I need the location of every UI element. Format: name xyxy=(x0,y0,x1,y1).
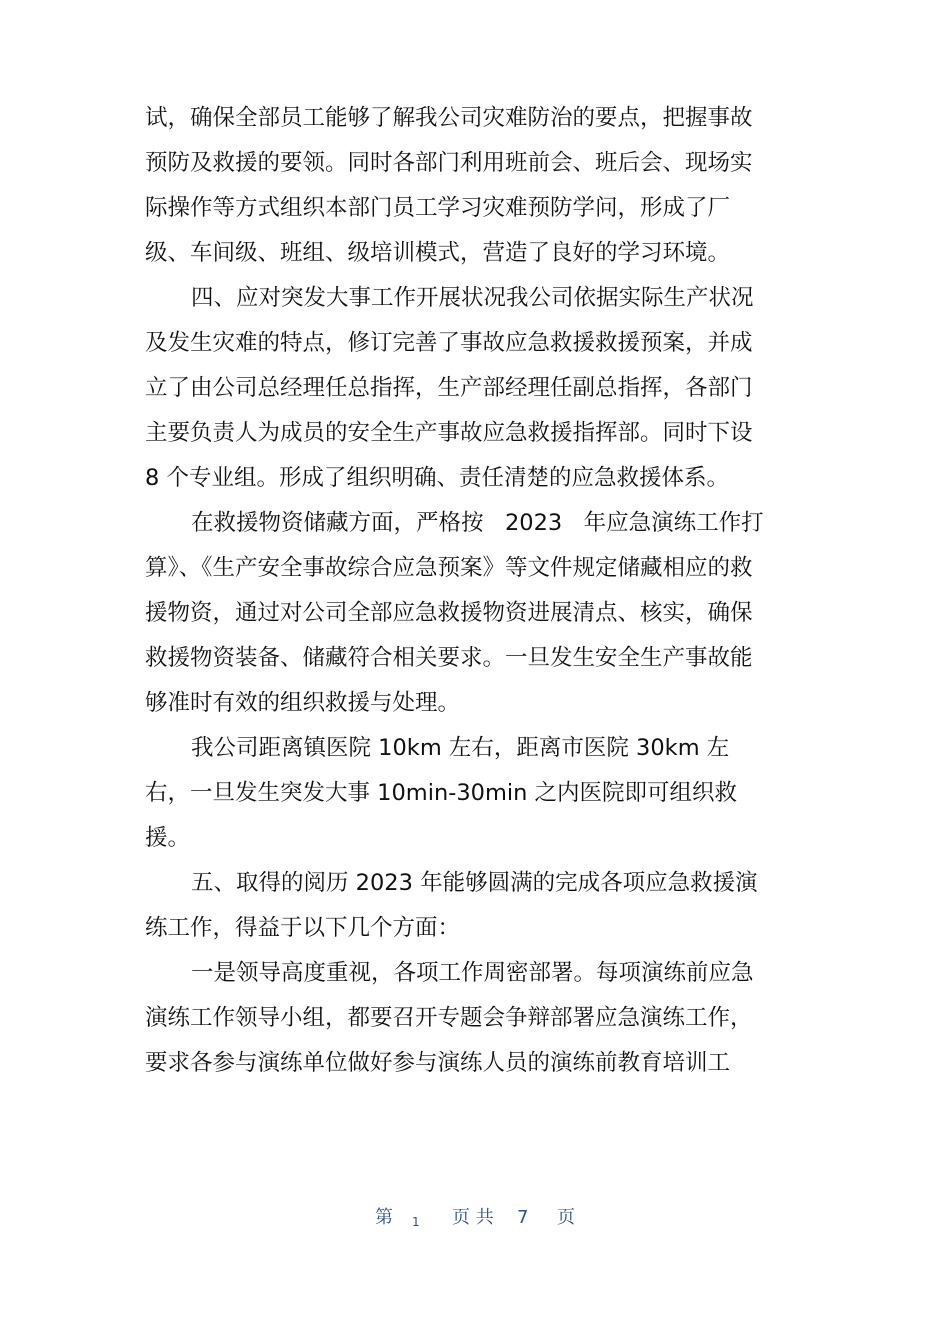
text-line: 援物资，通过对公司全部应急救援物资进展清点、核实，确保 xyxy=(145,600,753,626)
text-line: 够准时有效的组织救援与处理。 xyxy=(145,690,461,716)
text-line: 在救援物资储藏方面，严格按 2023 年应急演练工作打 xyxy=(191,510,764,536)
text-line: 际操作等方式组织本部门员工学习灾难预防学问，形成了厂 xyxy=(145,195,731,221)
text-line: 我公司距离镇医院 10km 左右，距离市医院 30km 左 xyxy=(191,735,730,761)
text-line: 级、车间级、班组、级培训模式，营造了良好的学习环境。 xyxy=(145,240,731,266)
footer-di: 第 xyxy=(375,1207,393,1228)
text-line: 救援物资装备、储藏符合相关要求。一旦发生安全生产事故能 xyxy=(145,645,753,671)
text-line: 五、取得的阅历 2023 年能够圆满的完成各项应急救援演 xyxy=(191,870,758,896)
text-line: 算》、《生产安全事故综合应急预案》等文件规定储藏相应的救 xyxy=(145,555,753,581)
text-line: 练工作，得益于以下几个方面： xyxy=(145,915,461,941)
text-line: 及发生灾难的特点，修订完善了事故应急救援救援预案，并成 xyxy=(145,330,753,356)
text-line: 右，一旦发生突发大事 10min-30min 之内医院即可组织救 xyxy=(145,780,738,806)
footer-ye: 页 xyxy=(557,1207,575,1228)
text-line: 预防及救援的要领。同时各部门利用班前会、班后会、现场实 xyxy=(145,150,753,176)
footer-total-pages: 7 xyxy=(517,1207,529,1228)
text-line: 一是领导高度重视，各项工作周密部署。每项演练前应急 xyxy=(191,960,754,986)
text-line: 试，确保全部员工能够了解我公司灾难防治的要点，把握事故 xyxy=(145,105,753,131)
text-line: 演练工作领导小组，都要召开专题会争辩部署应急演练工作， xyxy=(145,1005,753,1031)
text-line: 四、应对突发大事工作开展状况我公司依据实际生产状况 xyxy=(191,285,754,311)
body-text xyxy=(145,96,795,1086)
text-line: 要求各参与演练单位做好参与演练人员的演练前教育培训工 xyxy=(145,1050,731,1076)
page-footer xyxy=(0,1203,950,1233)
text-line: 立了由公司总经理任总指挥，生产部经理任副总指挥，各部门 xyxy=(145,375,753,401)
text-line: 8 个专业组。形成了组织明确、责任清楚的应急救援体系。 xyxy=(145,465,729,491)
footer-ye-gong: 页 共 xyxy=(452,1207,494,1228)
text-line: 主要负责人为成员的安全生产事故应急救援指挥部。同时下设 xyxy=(145,420,753,446)
text-line: 援。 xyxy=(145,825,191,851)
footer-page-number: 1 xyxy=(412,1215,420,1229)
